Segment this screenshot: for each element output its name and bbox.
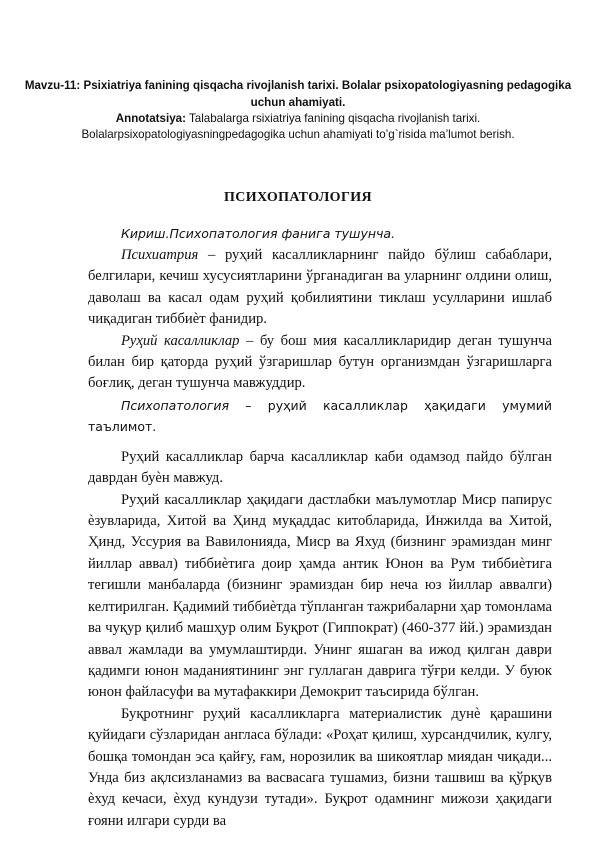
topic-heading bbox=[22, 78, 574, 111]
document-body bbox=[88, 223, 552, 832]
document-title: ПСИХОПАТОЛОГИЯ bbox=[223, 190, 373, 205]
topic-label: Mavzu-11 bbox=[24, 79, 77, 92]
annotation-label: Annotatsiya: bbox=[115, 112, 186, 125]
term-psychopathology: Психопатология bbox=[121, 397, 230, 413]
definition-mental-illness: – бу бош мия касалликларидир деган тушунча билан бир қаторда руҳий ўзгаришлар бутун организмдан ўзгаришларга боғлиқ, деган тушунча мавжуддир. bbox=[88, 332, 553, 392]
intro-heading: Кириш.Психопатология фанига тушунча. bbox=[121, 226, 396, 241]
paragraph-hippocrates: Буқротнинг руҳий касалликларга материалистик дунѐ қарашини қуйидаги сўзларидан англаса бўлади: «Роҳат қилиш, хурсандчилик, кулгу, бошқа томондан эса қайғу, ғам, норозилик ва шикоятлар миядан чиқади... Унда биз ақлсизланамиз ва васвасага тушамиз, бизни ташвиш ва қўрқув ѐхуд кечаси, ѐхуд кундузи тутади». Буқрот одамнинг мижози ҳақидаги ғояни илгари сурди ва bbox=[88, 705, 552, 829]
paragraph-ancient-sources: Руҳий касалликлар ҳақидаги дастлабки маълумотлар Миср папирус ѐзувларида, Хитой ва Ҳинд муқаддас китобларида, Инжилда ва Хитой, Ҳинд, Уссурия ва Вавилонияда, Миср ва Яхуд (бизнинг эрамиздан минг йиллар аввал) тиббиѐтига доир ҳамда антик Юнон ва Рум тиббиѐтига тегишли манбаларда (бизнинг эрамиздан бир неча юз йиллар аввалги) келтирилган. Қадимий тиббиѐтда тўпланган тажрибаларни ҳар томонлама ва чуқур қилиб машҳур олим Буқрот (Гиппократ) (460-377 йй.) эрамиздан аввал жамлади ва умумлаштирди. Унинг яшаган ва ижод қилган даври қадимги юнон маданиятининг энг гуллаган даврига тўғри келди. У буюк юнон файласуфи ва мутафаккири Демокрит таъсирида бўлган. bbox=[88, 491, 552, 701]
paragraph-mental-illness bbox=[88, 331, 552, 395]
paragraph-psychiatry bbox=[88, 245, 552, 331]
definition-psychopathology: – руҳий касалликлар ҳақидаги умумий таълимот. bbox=[88, 397, 552, 435]
annotation-line bbox=[22, 111, 574, 128]
term-mental-illness: Руҳий касалликлар bbox=[121, 332, 240, 349]
paragraph-psychopathology bbox=[88, 395, 552, 438]
term-psychiatry: Психиатрия bbox=[121, 247, 199, 263]
annotation-line-2: Bolalarpsixopatologiyasningpedagogika uchun ahamiyati to’g`risida ma’lumot berish. bbox=[81, 128, 515, 141]
annotation-text: Talabalarga rsixiatriya fanining qisqacha rivojlanish tarixi. bbox=[185, 112, 481, 125]
paragraph-history-intro: Руҳий касалликлар барча касалликлар каби одамзод пайдо бўлган даврдан буѐн мавжуд. bbox=[88, 448, 552, 487]
topic-title: : Psixiatriya fanining qisqacha rivojlanish tarixi. Bolalar psixopatologiyasning pedagogika uchun ahamiyati. bbox=[76, 79, 572, 109]
definition-psychiatry: – руҳий касалликларнинг пайдо бўлиш сабаблари, белгилари, кечиш хусусиятларини ўрганадиган ва уларнинг олдини олиш, даволаш ва касал одам руҳий қобилиятини тиклаш усулларини ишлаб чиқадиган тиббиѐт фанидир. bbox=[88, 247, 552, 328]
